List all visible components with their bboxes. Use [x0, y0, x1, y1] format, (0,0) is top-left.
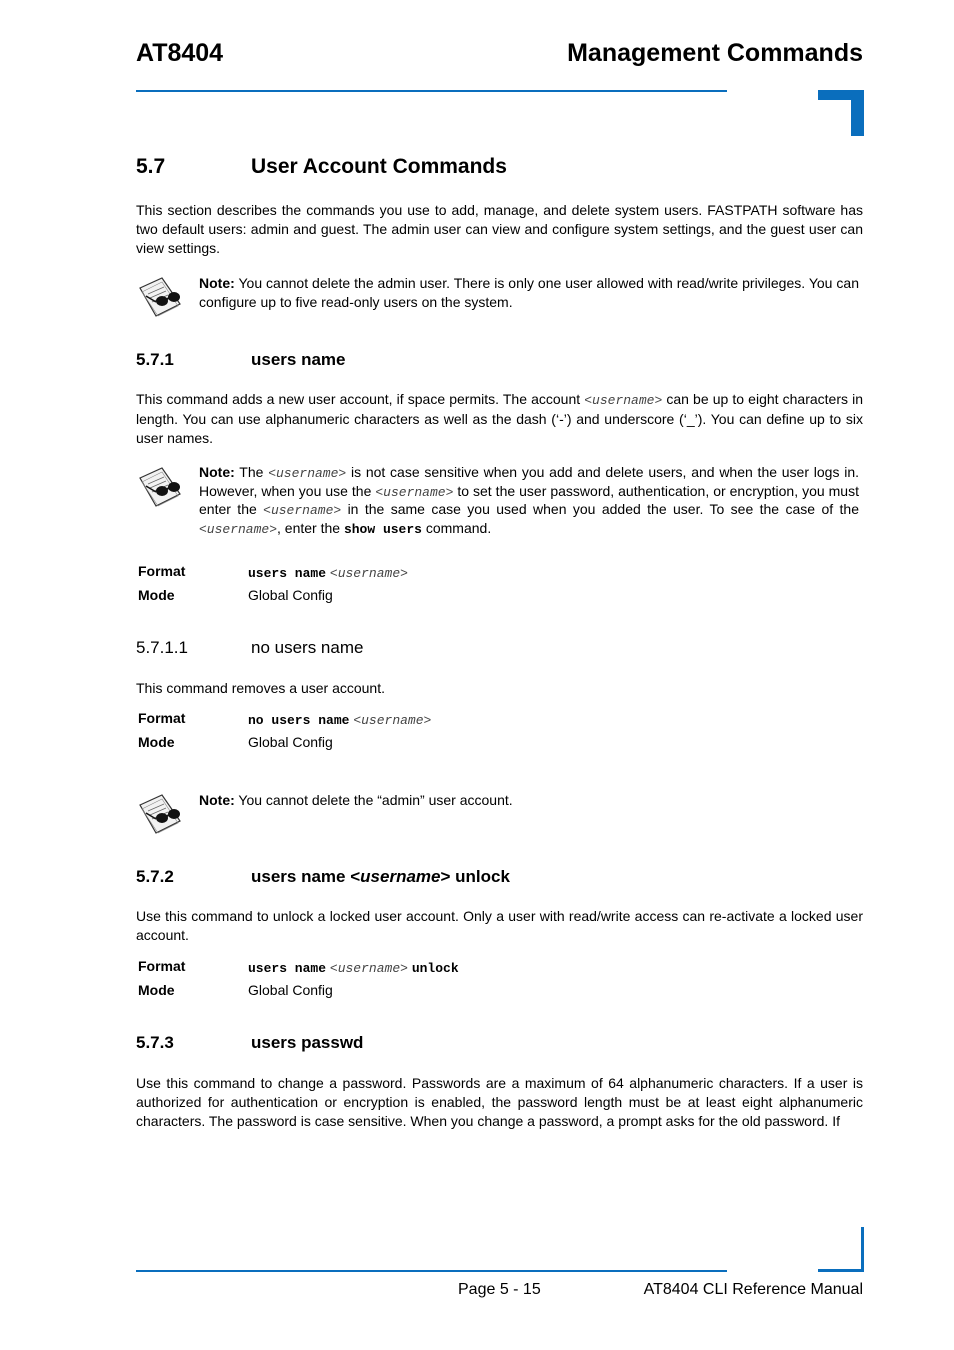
show-users-command: show users: [343, 521, 422, 537]
header-rule: [136, 90, 727, 92]
subsubsection-number: 5.7.1.1: [136, 638, 188, 657]
mode-value: Global Config: [248, 587, 333, 603]
subsection-title: [251, 866, 510, 888]
text: is not case sensitive when you add and delete users, and when the user logs in. However, when you use the: [199, 464, 859, 499]
mode-value: Global Config: [248, 734, 333, 750]
mode-label: Mode: [138, 982, 175, 998]
format-value: [248, 710, 431, 730]
section-intro: This section describes the commands you use to add, manage, and delete system users. FASTPATH software has two default users: admin and guest. The admin user can view and configure system settings, and the guest user can view settings.: [136, 202, 863, 256]
username-arg: <username>: [375, 484, 454, 500]
subsubsection-title: no users name: [251, 638, 364, 657]
passwd-description: Use this command to change a password. Passwords are a maximum of 64 alphanumeric characters. If a user is authorized for authentication or encryption is enabled, the password length must be at least eight alphanumeric characters. The password is case sensitive. When you change a password, a prompt asks for the old password. If: [136, 1075, 863, 1129]
note-admin: [199, 274, 859, 312]
username-arg: <username>: [268, 466, 347, 481]
username-arg: <username>: [199, 521, 278, 537]
text: > unlock: [440, 867, 510, 886]
username-arg: <username>: [353, 713, 432, 728]
command-tail: unlock: [411, 961, 459, 976]
chapter-title: Management Commands: [567, 39, 863, 67]
username-arg: username: [360, 867, 441, 886]
note-text: You cannot delete the admin user. There is only one user allowed with read/write privileges. You can configure up to five read-only users on the system.: [199, 275, 859, 310]
format-label: Format: [138, 563, 186, 579]
subsection-title: users passwd: [251, 1033, 364, 1052]
unlock-description: Use this command to unlock a locked user account. Only a user with read/write access can re-activate a locked user account.: [136, 908, 863, 943]
text: This command adds a new user account, if space permits. The account: [136, 391, 585, 407]
section-title: User Account Commands: [251, 155, 507, 178]
username-arg: <username>: [329, 961, 408, 976]
username-arg: <username>: [584, 393, 663, 408]
note-label: Note:: [199, 792, 235, 808]
no-users-name-description: This command removes a user account.: [136, 680, 385, 696]
page-number: Page 5 - 15: [458, 1281, 541, 1298]
command: no users name: [248, 713, 350, 728]
format-label: Format: [138, 710, 186, 726]
text: The: [234, 464, 269, 480]
mode-label: Mode: [138, 734, 175, 750]
note-admin-account: [199, 791, 859, 810]
footer-rule: [136, 1270, 727, 1272]
section-number: 5.7: [136, 155, 166, 178]
users-name-description: [136, 390, 863, 448]
text: command.: [421, 519, 492, 536]
doc-title: AT8404: [136, 39, 224, 67]
note-icon: [136, 464, 184, 510]
format-value: [248, 563, 408, 583]
manual-title: AT8404 CLI Reference Manual: [643, 1281, 863, 1298]
format-value: [248, 958, 459, 978]
username-arg: <username>: [263, 503, 342, 518]
text: in the same case you used when you added the user. To see the case of the: [341, 501, 859, 517]
note-case-sensitivity: [199, 464, 859, 538]
format-label: Format: [138, 958, 186, 974]
header-corner-side: [851, 90, 864, 136]
subsection-number: 5.7.1: [136, 350, 174, 369]
subsection-number: 5.7.2: [136, 867, 174, 886]
footer-corner-side: [861, 1227, 864, 1272]
note-text: You cannot delete the “admin” user account.: [234, 792, 513, 808]
subsection-title: users name: [251, 350, 346, 369]
username-arg: <username>: [329, 566, 408, 581]
mode-label: Mode: [138, 587, 175, 603]
text: to set the user password, authentication, or encryption, you must enter the: [199, 482, 859, 517]
mode-value: Global Config: [248, 982, 333, 998]
command: users name: [248, 566, 327, 581]
footer-corner-bottom: [818, 1269, 864, 1272]
note-icon: [136, 274, 184, 320]
subsection-number: 5.7.3: [136, 1033, 174, 1052]
note-icon: [136, 791, 184, 837]
text: users name <: [251, 867, 361, 886]
text: , enter the: [277, 519, 344, 536]
text: can be up to eight characters in length. You can use alphanumeric characters as well as the dash (‘-’) and underscore (‘_’). You can define up to six user names.: [136, 391, 863, 446]
note-label: Note:: [199, 275, 235, 291]
command: users name: [248, 961, 327, 976]
note-label: Note:: [199, 464, 235, 480]
